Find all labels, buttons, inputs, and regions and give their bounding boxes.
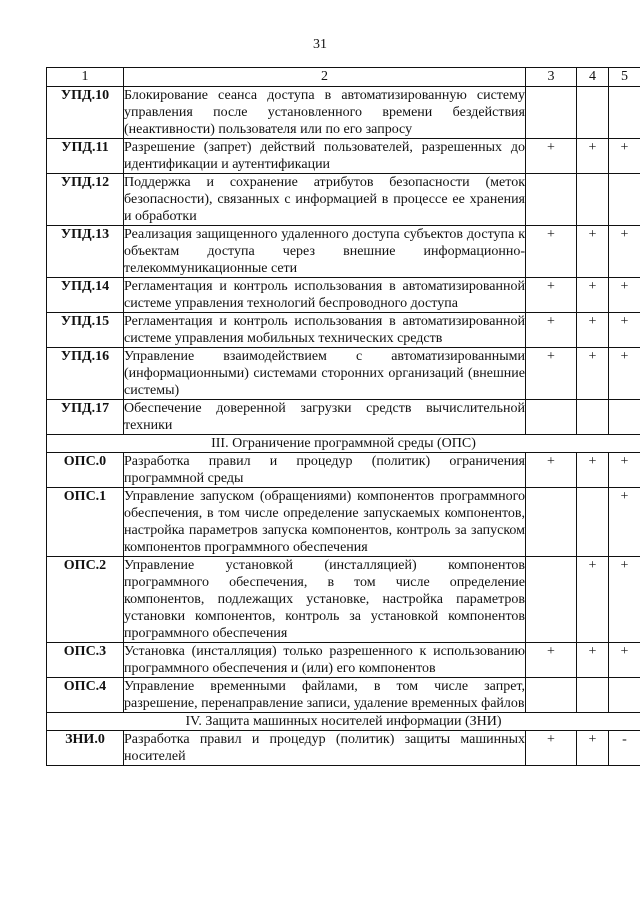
level-4-mark (577, 678, 609, 713)
level-3-mark (526, 174, 577, 226)
level-5-mark (609, 678, 640, 713)
level-5-mark: + (609, 226, 640, 278)
level-5-mark: + (609, 348, 640, 400)
level-5-mark: + (609, 313, 640, 348)
table-row (47, 313, 640, 348)
measure-code: ОПС.3 (47, 643, 124, 678)
table-row (47, 278, 640, 313)
measure-code: ОПС.2 (47, 557, 124, 643)
level-5-mark: - (609, 731, 640, 766)
measure-description: Разработка правил и процедур (политик) ограничения программной среды (124, 454, 525, 486)
table-row (47, 453, 640, 488)
level-3-mark: + (526, 348, 577, 400)
column-header-row (47, 68, 640, 87)
level-4-mark: + (577, 139, 609, 174)
table-row (47, 226, 640, 278)
measure-code: ОПС.0 (47, 453, 124, 488)
table-row (47, 731, 640, 766)
level-5-mark (609, 87, 640, 139)
level-3-mark (526, 488, 577, 557)
level-5-mark: + (609, 139, 640, 174)
level-3-mark: + (526, 313, 577, 348)
measure-code: УПД.16 (47, 348, 124, 400)
measure-description: Поддержка и сохранение атрибутов безопасности (меток безопасности), связанных с информацией в процессе ее хранения и обработки (124, 175, 525, 224)
measure-description: Обеспечение доверенной загрузки средств вычислительной техники (124, 401, 525, 433)
column-header: 5 (609, 68, 640, 87)
level-3-mark: + (526, 139, 577, 174)
level-4-mark: + (577, 226, 609, 278)
level-3-mark: + (526, 643, 577, 678)
column-header: 2 (124, 68, 526, 87)
table-row (47, 678, 640, 713)
measure-code: УПД.13 (47, 226, 124, 278)
measure-code: УПД.11 (47, 139, 124, 174)
measure-code: ОПС.1 (47, 488, 124, 557)
measure-description: Реализация защищенного удаленного доступа субъектов доступа к объектам доступа через внешние информационно-телекоммуникационные сети (124, 227, 525, 276)
level-4-mark (577, 174, 609, 226)
level-3-mark (526, 678, 577, 713)
section-row (47, 713, 640, 731)
page-number: 31 (313, 37, 327, 52)
level-4-mark: + (577, 643, 609, 678)
level-4-mark: + (577, 557, 609, 643)
level-5-mark: + (609, 278, 640, 313)
section-title: IV. Защита машинных носителей информации (ЗНИ) (47, 713, 640, 731)
table-row (47, 400, 640, 435)
measure-description: Разрешение (запрет) действий пользователей, разрешенных до идентификации и аутентификации (124, 140, 525, 172)
section-row (47, 435, 640, 453)
level-5-mark (609, 400, 640, 435)
level-5-mark: + (609, 643, 640, 678)
level-4-mark: + (577, 278, 609, 313)
level-5-mark (609, 174, 640, 226)
measure-description: Управление запуском (обращениями) компонентов программного обеспечения, в том числе определение запускаемых компонентов, настройка параметров запуска компонентов, контроль за запуском компонентов программного обеспечения (124, 489, 525, 555)
measure-description: Управление временными файлами, в том числе запрет, разрешение, перенаправление записи, удаление временных файлов (124, 679, 525, 711)
level-4-mark (577, 400, 609, 435)
level-3-mark: + (526, 453, 577, 488)
requirements-table (46, 67, 640, 766)
table-row (47, 643, 640, 678)
table-body (47, 68, 640, 766)
table-row (47, 139, 640, 174)
measure-code: УПД.15 (47, 313, 124, 348)
measure-code: УПД.17 (47, 400, 124, 435)
level-4-mark: + (577, 348, 609, 400)
level-3-mark (526, 87, 577, 139)
level-4-mark (577, 87, 609, 139)
level-4-mark: + (577, 313, 609, 348)
measure-description: Управление взаимодействием с автоматизированными (информационными) системами сторонних организаций (внешние системы) (124, 349, 525, 398)
measure-code: УПД.14 (47, 278, 124, 313)
level-3-mark (526, 400, 577, 435)
table-row (47, 488, 640, 557)
level-5-mark: + (609, 453, 640, 488)
measure-description: Регламентация и контроль использования в автоматизированной системе управления мобильных технических средств (124, 314, 525, 346)
level-3-mark: + (526, 226, 577, 278)
table-row (47, 174, 640, 226)
level-4-mark: + (577, 453, 609, 488)
table-row (47, 348, 640, 400)
level-3-mark: + (526, 278, 577, 313)
measure-description: Разработка правил и процедур (политик) защиты машинных носителей (124, 732, 525, 764)
measure-description: Блокирование сеанса доступа в автоматизированную систему управления после установленного времени бездействия (неактивности) пользователя или по его запросу (124, 88, 525, 137)
level-5-mark: + (609, 557, 640, 643)
level-3-mark: + (526, 731, 577, 766)
level-3-mark (526, 557, 577, 643)
table-row (47, 557, 640, 643)
level-5-mark: + (609, 488, 640, 557)
column-header: 3 (526, 68, 577, 87)
measure-description: Регламентация и контроль использования в автоматизированной системе управления технологий беспроводного доступа (124, 279, 525, 311)
measure-code: УПД.10 (47, 87, 124, 139)
column-header: 1 (47, 68, 124, 87)
section-title: III. Ограничение программной среды (ОПС) (47, 435, 640, 453)
measure-code: ОПС.4 (47, 678, 124, 713)
measure-code: ЗНИ.0 (47, 731, 124, 766)
column-header: 4 (577, 68, 609, 87)
level-4-mark (577, 488, 609, 557)
measure-description: Установка (инсталляция) только разрешенного к использованию программного обеспечения и (или) его компонентов (124, 644, 525, 676)
measure-code: УПД.12 (47, 174, 124, 226)
level-4-mark: + (577, 731, 609, 766)
measure-description: Управление установкой (инсталляцией) компонентов программного обеспечения, в том числе определение компонентов, подлежащих установке, настройка параметров установки компонентов, контроль за установкой компонентов программного обеспечения (124, 558, 525, 641)
table-row (47, 87, 640, 139)
